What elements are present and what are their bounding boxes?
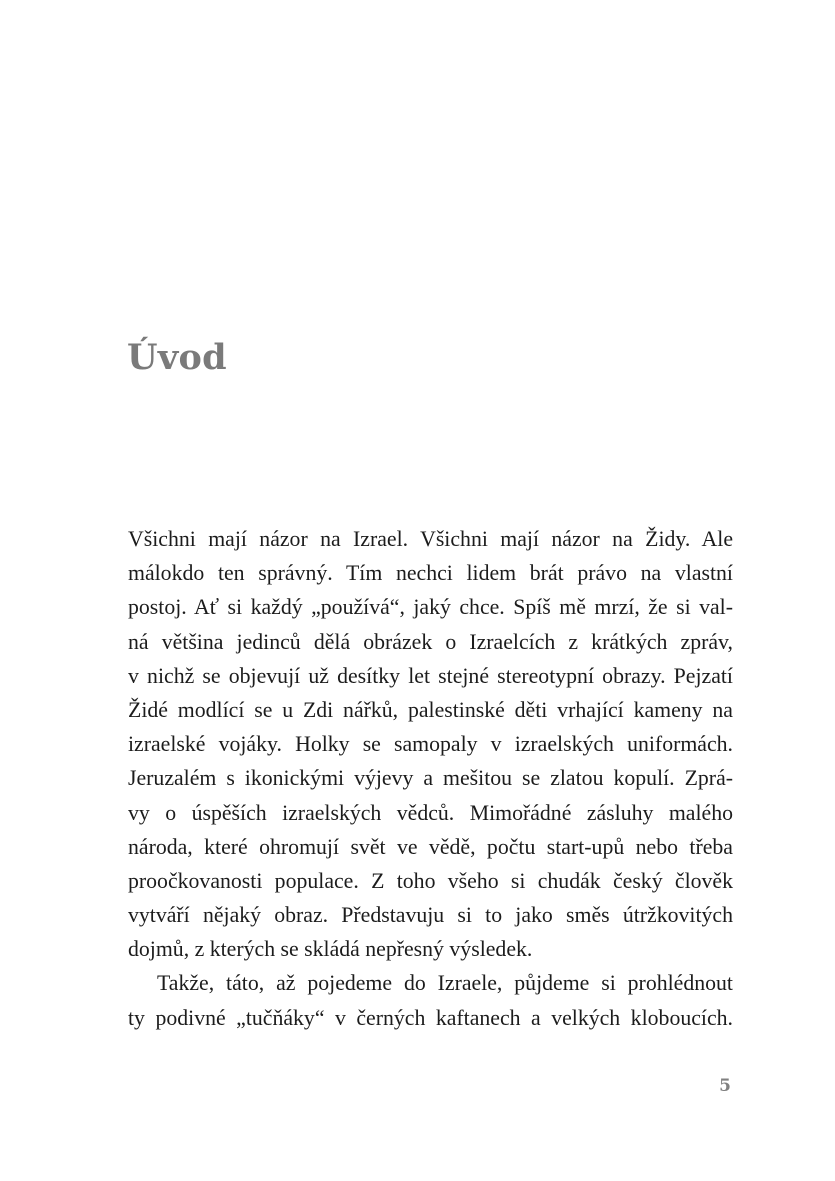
text-line: proočkovanosti populace. Z toho všeho si chudák český člověk <box>128 868 733 893</box>
page-number: 5 <box>719 1076 731 1096</box>
text-line: Všichni mají názor na Izrael. Všichni mají názor na Židy. Ale <box>128 527 733 551</box>
text-line: v nichž se objevují už desítky let stejné stereotypní obrazy. Pejzatí <box>128 663 733 688</box>
paragraph-1 <box>128 522 733 966</box>
text-line: dojmů, z kterých se skládá nepřesný výsledek. <box>128 937 533 962</box>
paragraph-2 <box>128 966 733 1034</box>
text-line: Jeruzalém s ikonickými výjevy a mešitou se zlatou kopulí. Zprá- <box>128 766 733 791</box>
text-line: Židé modlící se u Zdi nářků, palestinské děti vrhající kameny na <box>128 697 733 722</box>
text-line: vy o úspěších izraelských vědců. Mimořádné zásluhy malého <box>128 800 733 825</box>
chapter-title: Úvod <box>127 337 227 378</box>
text-line: vytváří nějaký obraz. Představuju si to jako směs útržkovitých <box>128 903 733 928</box>
text-line: málokdo ten správný. Tím nechci lidem brát právo na vlastní <box>128 561 733 586</box>
text-line: izraelské vojáky. Holky se samopaly v izraelských uniformách. <box>128 732 733 757</box>
text-line: postoj. Ať si každý „používá“, jaký chce. Spíš mě mrzí, že si val- <box>128 595 733 620</box>
chapter-body <box>128 522 733 1035</box>
text-line: národa, které ohromují svět ve vědě, počtu start-upů nebo třeba <box>128 834 733 859</box>
text-line: Takže, táto, až pojedeme do Izraele, půjdeme si prohlédnout <box>157 971 733 996</box>
text-line: ná většina jedinců dělá obrázek o Izraelcích z krátkých zpráv, <box>128 629 733 654</box>
text-line: ty podivné „tučňáky“ v černých kaftanech a velkých kloboucích. <box>128 1005 733 1030</box>
